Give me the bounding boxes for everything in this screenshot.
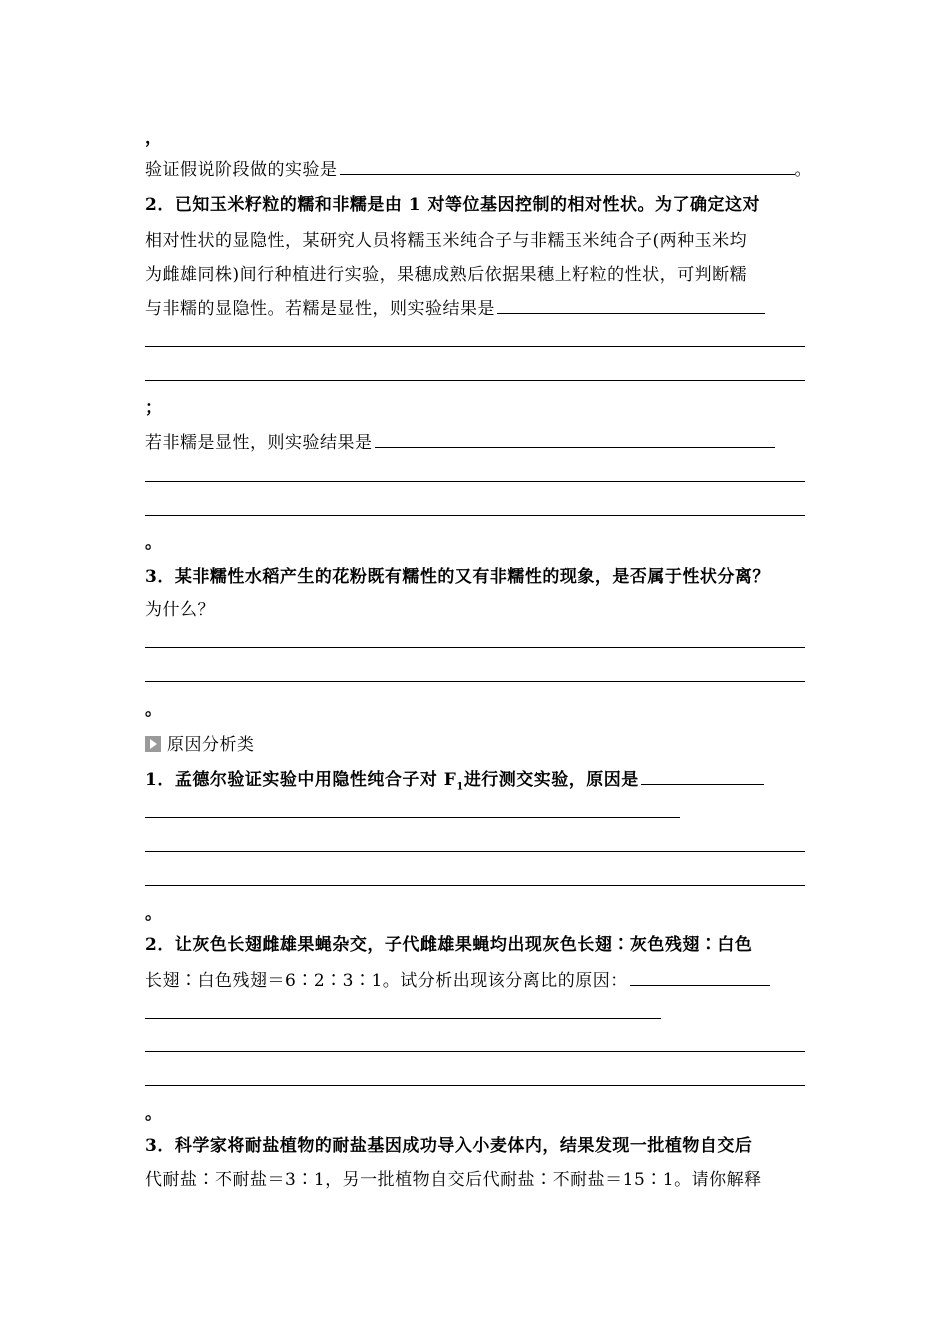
answer-line[interactable] — [145, 380, 805, 381]
s2-q3-line-1: 3．科学家将耐盐植物的耐盐基因成功导入小麦体内，结果发现一批植物自交后 — [145, 1136, 753, 1156]
q3-line-1: 3．某非糯性水稻产生的花粉既有糯性的又有非糯性的现象，是否属于性状分离？ — [145, 567, 770, 587]
answer-line[interactable] — [145, 1018, 661, 1019]
answer-line[interactable] — [145, 481, 805, 482]
s2-q2-line-2: 长翅∶白色残翅＝6∶2∶3∶1。试分析出现该分离比的原因： — [145, 966, 770, 996]
q2-line-1: 2．已知玉米籽粒的糯和非糯是由 1 对等位基因控制的相对性状。为了确定这对 — [145, 195, 761, 215]
answer-blank[interactable] — [630, 967, 770, 986]
section-heading: 原因分析类 — [145, 730, 255, 760]
play-icon — [145, 736, 161, 752]
answer-line[interactable] — [145, 851, 805, 852]
period: 。 — [145, 1104, 162, 1124]
answer-line[interactable] — [145, 885, 805, 886]
answer-line[interactable] — [145, 1085, 805, 1086]
period: 。 — [145, 533, 162, 553]
answer-blank[interactable] — [641, 766, 764, 785]
answer-line[interactable] — [145, 1051, 805, 1052]
q2-line-4: 与非糯的显隐性。若糯是显性，则实验结果是 — [145, 294, 765, 324]
leading-comma: ， — [145, 128, 162, 148]
period: 。 — [145, 904, 162, 924]
answer-line[interactable] — [145, 817, 680, 818]
q3-line-2: 为什么？ — [145, 600, 215, 620]
verify-line: 验证假说阶段做的实验是 。 — [145, 155, 812, 185]
semicolon: ； — [145, 398, 162, 418]
s2-q3-line-2: 代耐盐∶不耐盐＝3∶1，另一批植物自交后代耐盐∶不耐盐＝15∶1。请你解释 — [145, 1170, 762, 1190]
answer-line[interactable] — [145, 681, 805, 682]
answer-line[interactable] — [145, 515, 805, 516]
q2-line-3: 为雌雄同株)间行种植进行实验，果穗成熟后依据果穗上籽粒的性状，可判断糯 — [145, 265, 748, 285]
s2-q1-line-1: 1．孟德尔验证实验中用隐性纯合子对 $F_1$进行测交实验，原因是 — [145, 765, 764, 795]
s2-q2-line-1: 2．让灰色长翅雌雄果蝇杂交，子代雌雄果蝇均出现灰色长翅∶灰色残翅∶白色 — [145, 935, 753, 955]
answer-line[interactable] — [145, 647, 805, 648]
answer-blank[interactable] — [497, 295, 765, 314]
q2-line-5: 若非糯是显性，则实验结果是 — [145, 428, 775, 458]
answer-blank[interactable] — [375, 429, 775, 448]
answer-blank[interactable] — [340, 156, 795, 175]
answer-line[interactable] — [145, 346, 805, 347]
period: 。 — [145, 700, 162, 720]
q2-line-2: 相对性状的显隐性，某研究人员将糯玉米纯合子与非糯玉米纯合子(两种玉米均 — [145, 231, 748, 251]
